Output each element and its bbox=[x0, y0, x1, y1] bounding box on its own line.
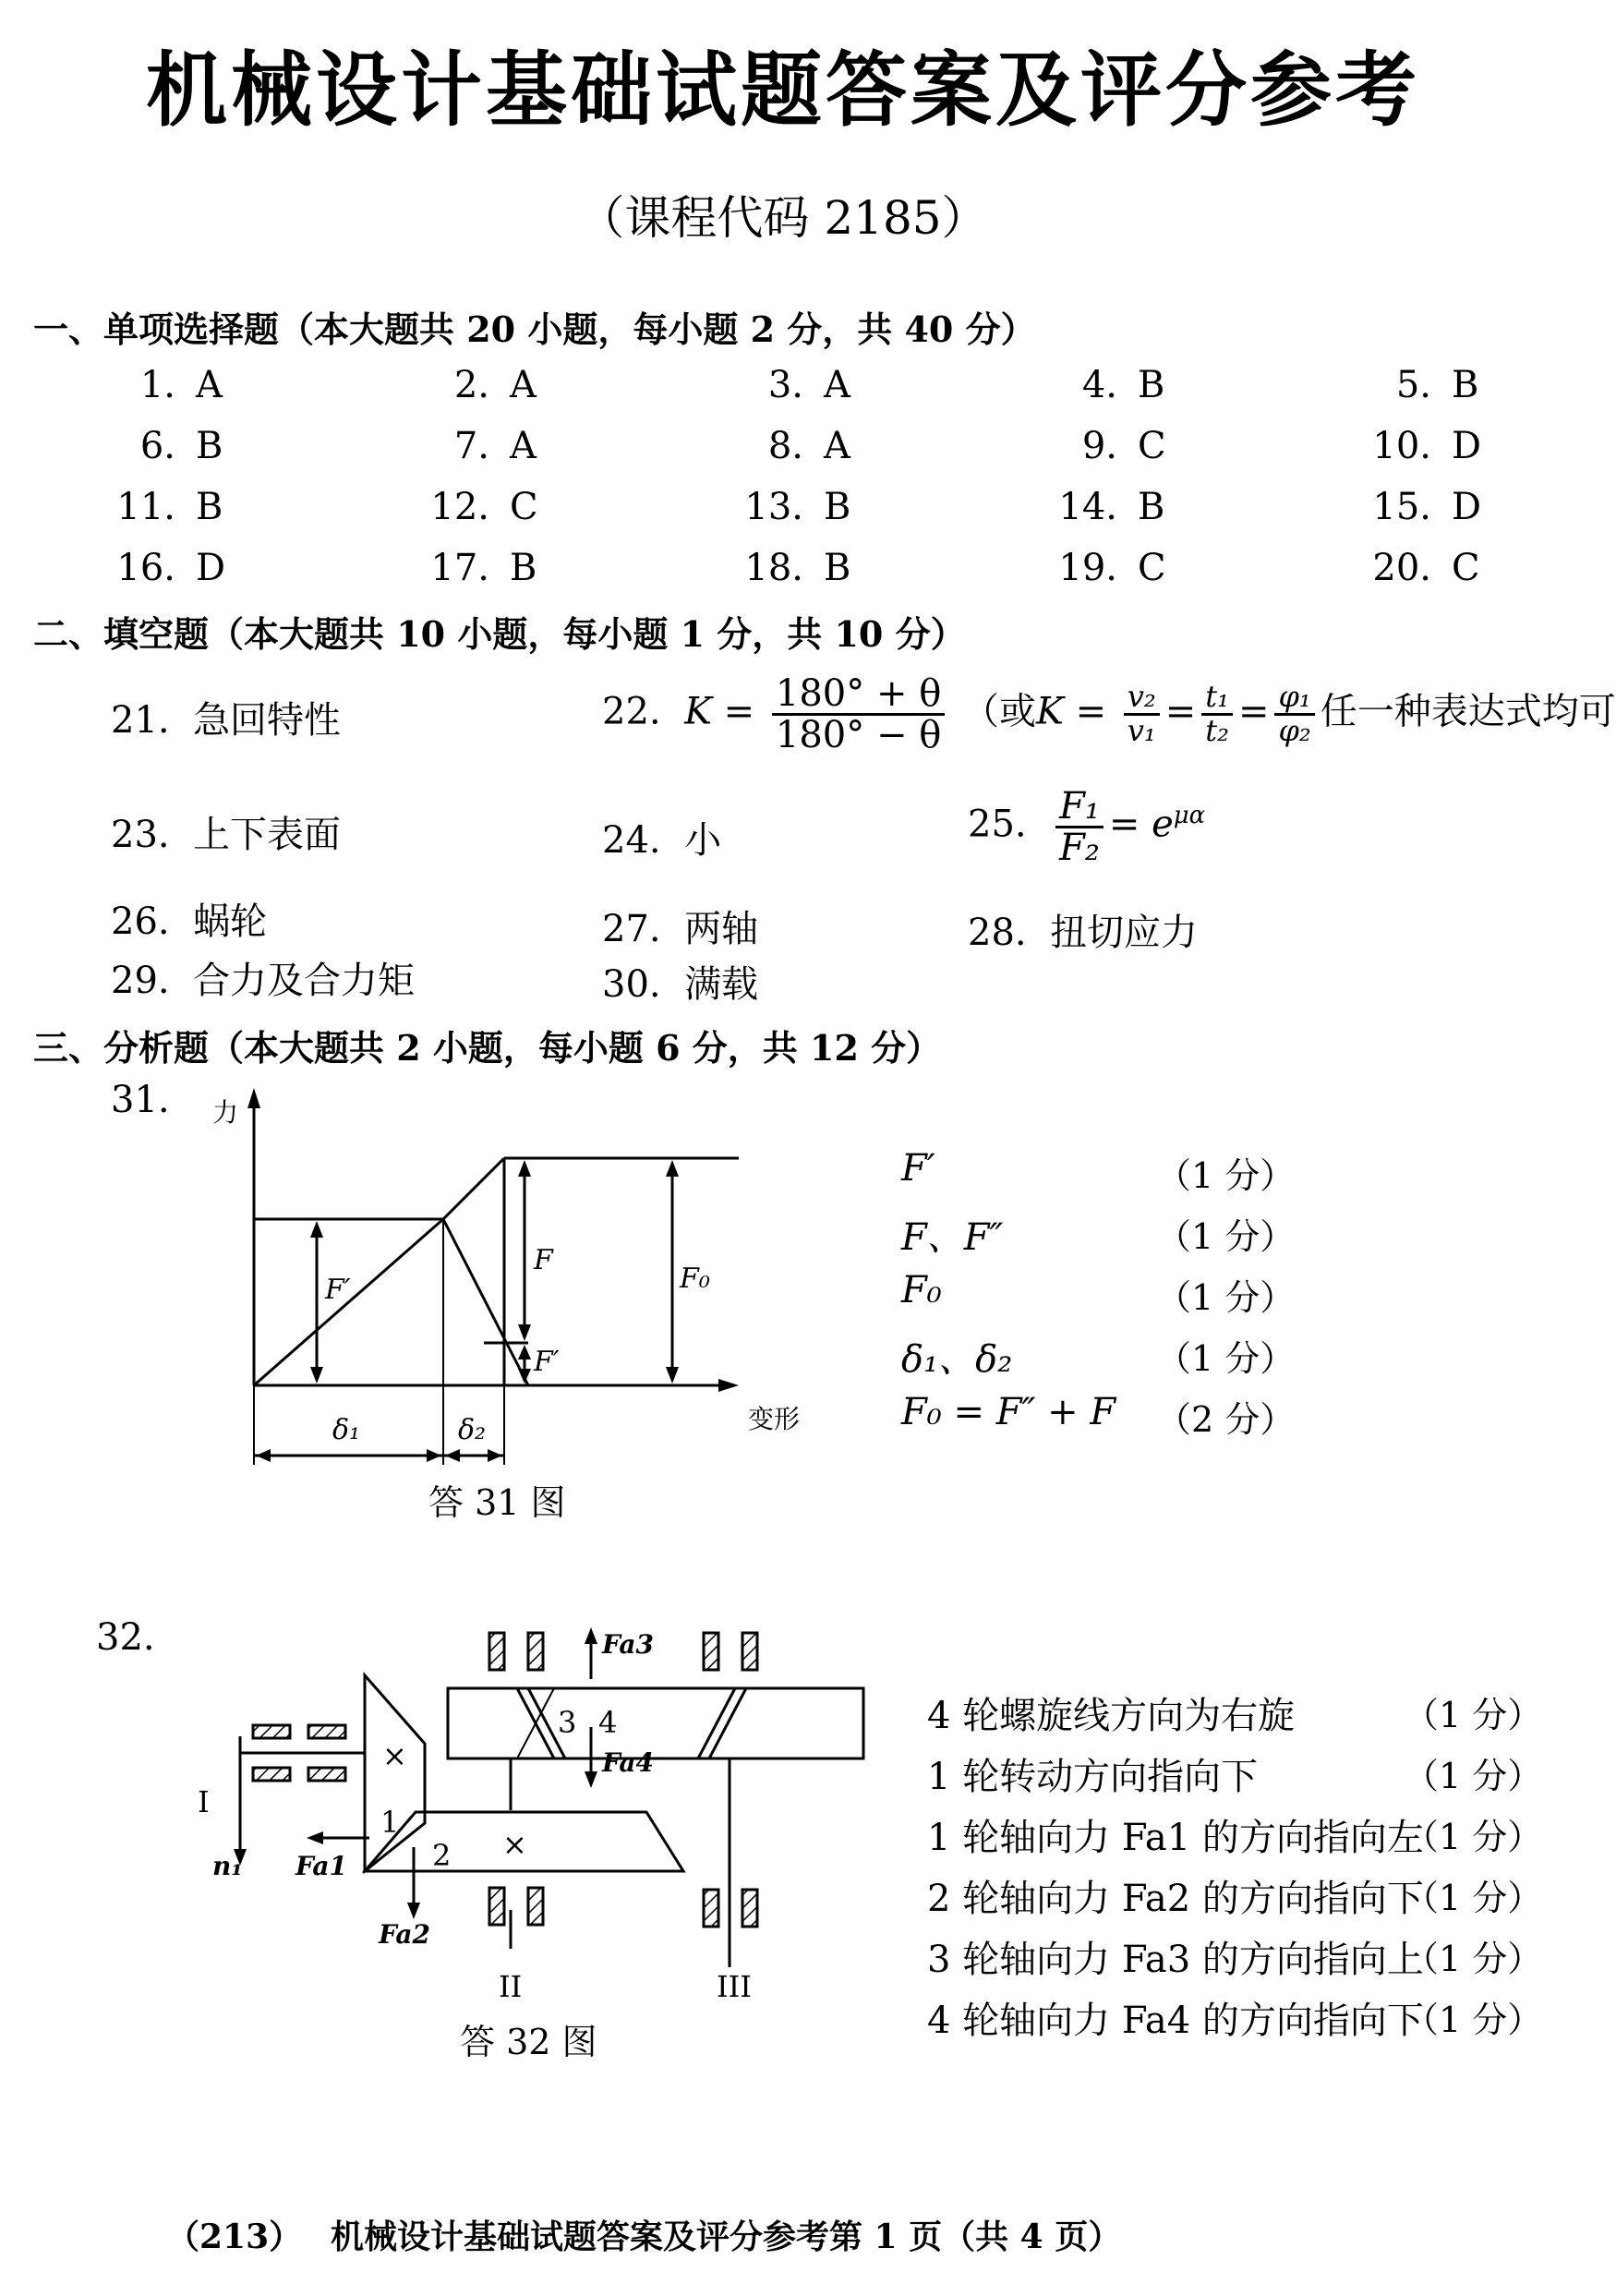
question-number: 2. bbox=[453, 364, 489, 406]
answer-letter: B bbox=[196, 425, 223, 467]
mc-answer bbox=[739, 547, 850, 589]
label-gear-1: 1 bbox=[380, 1805, 400, 1840]
equals: = bbox=[1164, 690, 1197, 733]
figure-32-caption: 答 32 图 bbox=[460, 2022, 597, 2062]
mc-answer bbox=[1367, 425, 1481, 467]
mc-answer bbox=[111, 364, 223, 406]
arrow bbox=[445, 1449, 460, 1462]
question-number: 7. bbox=[453, 425, 489, 467]
score-item-label: 3 轮轴向力 Fa3 的方向指向上 bbox=[927, 1939, 1424, 1981]
answer-letter: A bbox=[824, 425, 850, 467]
mc-answer bbox=[111, 486, 223, 528]
gear-3-4-body bbox=[448, 1688, 863, 1758]
label-gear-2: 2 bbox=[432, 1838, 452, 1873]
fa3-arrowhead bbox=[585, 1627, 597, 1644]
score-item-label: 4 轮螺旋线方向为右旋 bbox=[927, 1695, 1296, 1737]
answer-25 bbox=[968, 787, 1205, 867]
mc-answer bbox=[1053, 364, 1164, 406]
score-item-points: （1 分） bbox=[1404, 1695, 1543, 1735]
formula-fraction bbox=[772, 674, 945, 755]
bearing bbox=[489, 1888, 504, 1925]
question-32-number: 32. bbox=[96, 1616, 155, 1659]
mc-answer bbox=[425, 547, 537, 589]
question-number: 24. bbox=[602, 819, 661, 862]
question-number: 1. bbox=[139, 364, 175, 406]
answer-text: 两轴 bbox=[684, 908, 759, 950]
mc-answer bbox=[425, 425, 537, 467]
fraction-v bbox=[1124, 679, 1160, 748]
question-number: 13. bbox=[744, 486, 803, 528]
bearing bbox=[704, 1890, 718, 1927]
mc-answer bbox=[1053, 425, 1166, 467]
answer-letter: B bbox=[824, 547, 851, 589]
question-number: 30. bbox=[602, 963, 661, 1006]
score-item-label: F′ bbox=[901, 1147, 935, 1190]
label-fa2: Fa2 bbox=[379, 1919, 430, 1950]
fraction-t bbox=[1201, 679, 1233, 748]
question-number: 12. bbox=[430, 486, 489, 528]
fraction-numerator: 180° + θ bbox=[772, 674, 945, 716]
formula-rhs: = e bbox=[1108, 803, 1174, 846]
answer-letter: C bbox=[1138, 547, 1166, 589]
t1: t₁ bbox=[1201, 682, 1233, 716]
label-fa3: Fa3 bbox=[602, 1629, 654, 1660]
section1-heading: 一、单项选择题（本大题共 20 小题，每小题 2 分，共 40 分） bbox=[33, 308, 1036, 350]
phi1: φ₁ bbox=[1274, 682, 1314, 716]
answer-text: 合力及合力矩 bbox=[193, 960, 416, 1002]
question-number: 18. bbox=[744, 547, 803, 589]
question-number: 6. bbox=[139, 425, 175, 467]
bearing bbox=[253, 1725, 290, 1738]
question-number: 21. bbox=[111, 699, 170, 742]
fa4-arrowhead bbox=[585, 1771, 597, 1788]
course-code: （课程代码 2185） bbox=[578, 191, 988, 245]
score-item-label: F、F″ bbox=[901, 1216, 1004, 1259]
arrow bbox=[256, 1449, 271, 1462]
score-item-points: （1 分） bbox=[1156, 1216, 1296, 1257]
arrow bbox=[427, 1449, 441, 1462]
answer-letter: A bbox=[510, 364, 537, 406]
answer-letter: B bbox=[1138, 486, 1165, 528]
y-axis-label: 力 bbox=[212, 1097, 239, 1128]
answer-letter: B bbox=[510, 547, 537, 589]
mc-answer bbox=[1367, 364, 1478, 406]
answer-30 bbox=[602, 955, 758, 1008]
mc-answer bbox=[739, 486, 850, 528]
section3-heading: 三、分析题（本大题共 2 小题，每小题 6 分，共 12 分） bbox=[33, 1027, 942, 1069]
cross-mark: × bbox=[382, 1738, 407, 1773]
section2-heading: 二、填空题（本大题共 10 小题，每小题 1 分，共 10 分） bbox=[33, 613, 966, 655]
formula-fraction bbox=[1055, 787, 1103, 867]
bearing bbox=[308, 1768, 345, 1781]
fraction-phi bbox=[1274, 679, 1314, 748]
x-axis-label: 变形 bbox=[748, 1404, 801, 1434]
mc-answer bbox=[739, 425, 850, 467]
question-number: 19. bbox=[1058, 547, 1117, 589]
bearing bbox=[528, 1633, 543, 1670]
question-number: 5. bbox=[1395, 364, 1431, 406]
question-number: 14. bbox=[1058, 486, 1117, 528]
fraction-denominator: 180° − θ bbox=[775, 714, 942, 756]
score-item-label: 1 轮轴向力 Fa1 的方向指向左 bbox=[927, 1817, 1424, 1859]
score-item-points: （2 分） bbox=[1156, 1399, 1296, 1440]
answer-text: 蜗轮 bbox=[193, 900, 268, 943]
answer-text: 急回特性 bbox=[193, 699, 342, 742]
alt-k: K = bbox=[1036, 690, 1107, 733]
arrow bbox=[310, 1221, 323, 1238]
question-number: 27. bbox=[602, 908, 661, 950]
label-fa1: Fa1 bbox=[295, 1851, 347, 1881]
mc-answer bbox=[1367, 486, 1481, 528]
score-item-label: F₀ bbox=[901, 1269, 942, 1311]
label-fa4: Fa4 bbox=[602, 1747, 654, 1778]
figure-31 bbox=[166, 1081, 831, 1478]
fa2-arrowhead bbox=[407, 1903, 420, 1919]
mc-answer bbox=[1367, 547, 1480, 589]
question-number: 10. bbox=[1372, 425, 1431, 467]
score-item-points: （1 分） bbox=[1404, 1756, 1543, 1796]
figure-32 bbox=[185, 1616, 886, 2023]
arrow bbox=[518, 1160, 531, 1177]
bolt-load-line bbox=[443, 1158, 504, 1219]
label-shaft-i: I bbox=[198, 1784, 210, 1819]
question-number: 16. bbox=[116, 547, 175, 589]
f2: F₂ bbox=[1059, 827, 1100, 869]
label-delta1: δ₁ bbox=[332, 1414, 361, 1446]
label-f-prime-residual: F′ bbox=[534, 1346, 560, 1378]
cross-mark: × bbox=[502, 1827, 527, 1862]
alt-close: 任一种表达式均可 bbox=[1320, 690, 1616, 733]
exponent: μα bbox=[1173, 802, 1206, 830]
mc-answer bbox=[111, 425, 223, 467]
arrow bbox=[518, 1324, 531, 1341]
question-number: 28. bbox=[968, 912, 1027, 954]
label-shaft-ii: II bbox=[499, 1969, 523, 2004]
question-number: 20. bbox=[1372, 547, 1431, 589]
phi2: φ₂ bbox=[1278, 713, 1311, 748]
score-item-points: （1 分） bbox=[1404, 2000, 1543, 2040]
page-title: 机械设计基础试题答案及评分参考 bbox=[145, 42, 1420, 138]
answer-letter: D bbox=[1452, 486, 1482, 528]
answer-23 bbox=[111, 805, 341, 858]
label-f-prime: F′ bbox=[325, 1274, 351, 1306]
score-item-points: （1 分） bbox=[1156, 1155, 1296, 1196]
answer-text: 小 bbox=[684, 819, 722, 862]
answer-text: 满载 bbox=[684, 963, 759, 1006]
answer-letter: A bbox=[196, 364, 223, 406]
arrow bbox=[518, 1369, 531, 1384]
score-item-label: δ₁、δ₂ bbox=[901, 1338, 1013, 1381]
bearing bbox=[489, 1633, 504, 1670]
arrow bbox=[488, 1449, 502, 1462]
question-number: 3. bbox=[767, 364, 803, 406]
footer-text: 机械设计基础试题答案及评分参考第 1 页（共 4 页） bbox=[331, 2217, 1122, 2256]
mc-answer bbox=[425, 364, 537, 406]
x-axis-arrow bbox=[718, 1379, 739, 1392]
answer-letter: A bbox=[824, 364, 850, 406]
footer-page-code: （213） bbox=[166, 2217, 303, 2256]
label-gear-3: 3 bbox=[558, 1705, 577, 1740]
helix-line bbox=[709, 1688, 746, 1758]
equals: = bbox=[1237, 690, 1270, 733]
answer-letter: D bbox=[196, 547, 226, 589]
f1: F₁ bbox=[1055, 787, 1103, 828]
label-delta2: δ₂ bbox=[458, 1414, 487, 1446]
bearing bbox=[528, 1888, 543, 1925]
bearing bbox=[308, 1725, 345, 1738]
answer-22 bbox=[602, 674, 1616, 755]
fa1-arrowhead bbox=[307, 1831, 323, 1844]
score-item-label: F₀ = F″ + F bbox=[901, 1391, 1116, 1433]
question-number: 17. bbox=[430, 547, 489, 589]
answer-letter: B bbox=[1138, 364, 1165, 406]
v2: v₂ bbox=[1124, 682, 1160, 716]
score-item-points: （1 分） bbox=[1156, 1338, 1296, 1379]
answer-letter: B bbox=[1452, 364, 1479, 406]
answer-letter: B bbox=[824, 486, 851, 528]
t2: t₂ bbox=[1205, 713, 1229, 748]
label-n1: n₁ bbox=[212, 1851, 243, 1881]
mc-answer bbox=[111, 547, 225, 589]
question-number: 11. bbox=[116, 486, 175, 528]
score-item-label: 2 轮轴向力 Fa2 的方向指向下 bbox=[927, 1878, 1424, 1920]
bearing bbox=[742, 1633, 757, 1670]
mc-answer bbox=[425, 486, 538, 528]
score-item-points: （1 分） bbox=[1156, 1277, 1296, 1318]
label-gear-4: 4 bbox=[598, 1705, 618, 1740]
label-f0: F₀ bbox=[680, 1263, 710, 1295]
question-31-number: 31. bbox=[111, 1079, 170, 1121]
bearing bbox=[253, 1768, 290, 1781]
alt-open: （或 bbox=[962, 690, 1036, 733]
question-number: 4. bbox=[1081, 364, 1117, 406]
formula-lhs: K = bbox=[684, 690, 755, 733]
arrow bbox=[310, 1367, 323, 1384]
answer-text: 扭切应力 bbox=[1050, 912, 1199, 954]
score-item-points: （1 分） bbox=[1404, 1817, 1543, 1857]
v1: v₁ bbox=[1127, 713, 1156, 748]
question-number: 9. bbox=[1081, 425, 1117, 467]
answer-26 bbox=[111, 892, 267, 945]
arrow bbox=[666, 1367, 679, 1384]
answer-letter: B bbox=[196, 486, 223, 528]
helix-line bbox=[698, 1688, 735, 1758]
label-f: F bbox=[534, 1244, 553, 1276]
answer-29 bbox=[111, 951, 415, 1004]
figure-31-caption: 答 31 图 bbox=[428, 1482, 566, 1523]
bevel-gear-1 bbox=[365, 1675, 425, 1871]
bearing bbox=[742, 1890, 757, 1927]
bearing bbox=[704, 1633, 718, 1670]
score-item-label: 1 轮转动方向指向下 bbox=[927, 1756, 1259, 1798]
answer-letter: C bbox=[1452, 547, 1480, 589]
mc-answer bbox=[1053, 547, 1166, 589]
question-number: 29. bbox=[111, 960, 170, 1002]
answer-letter: A bbox=[510, 425, 537, 467]
question-number: 22. bbox=[602, 690, 661, 733]
question-number: 8. bbox=[767, 425, 803, 467]
y-axis-arrow bbox=[247, 1088, 260, 1108]
question-number: 15. bbox=[1372, 486, 1431, 528]
question-number: 23. bbox=[111, 814, 170, 856]
question-number: 25. bbox=[968, 803, 1027, 846]
question-number: 26. bbox=[111, 900, 170, 943]
answer-27 bbox=[602, 900, 758, 952]
answer-28 bbox=[968, 903, 1198, 956]
score-item-points: （1 分） bbox=[1404, 1878, 1543, 1918]
answer-letter: C bbox=[1138, 425, 1166, 467]
answer-24 bbox=[602, 811, 721, 864]
arrow bbox=[666, 1160, 679, 1177]
arrow bbox=[518, 1345, 531, 1359]
answer-text: 上下表面 bbox=[193, 814, 342, 856]
mc-answer bbox=[1053, 486, 1164, 528]
mc-answer bbox=[739, 364, 850, 406]
label-shaft-iii: III bbox=[717, 1969, 752, 2004]
score-item-label: 4 轮轴向力 Fa4 的方向指向下 bbox=[927, 2000, 1424, 2042]
answer-letter: D bbox=[1452, 425, 1482, 467]
score-item-points: （1 分） bbox=[1404, 1939, 1543, 1979]
answer-letter: C bbox=[510, 486, 538, 528]
member-stiffness-line bbox=[443, 1219, 528, 1385]
answer-21 bbox=[111, 691, 341, 743]
